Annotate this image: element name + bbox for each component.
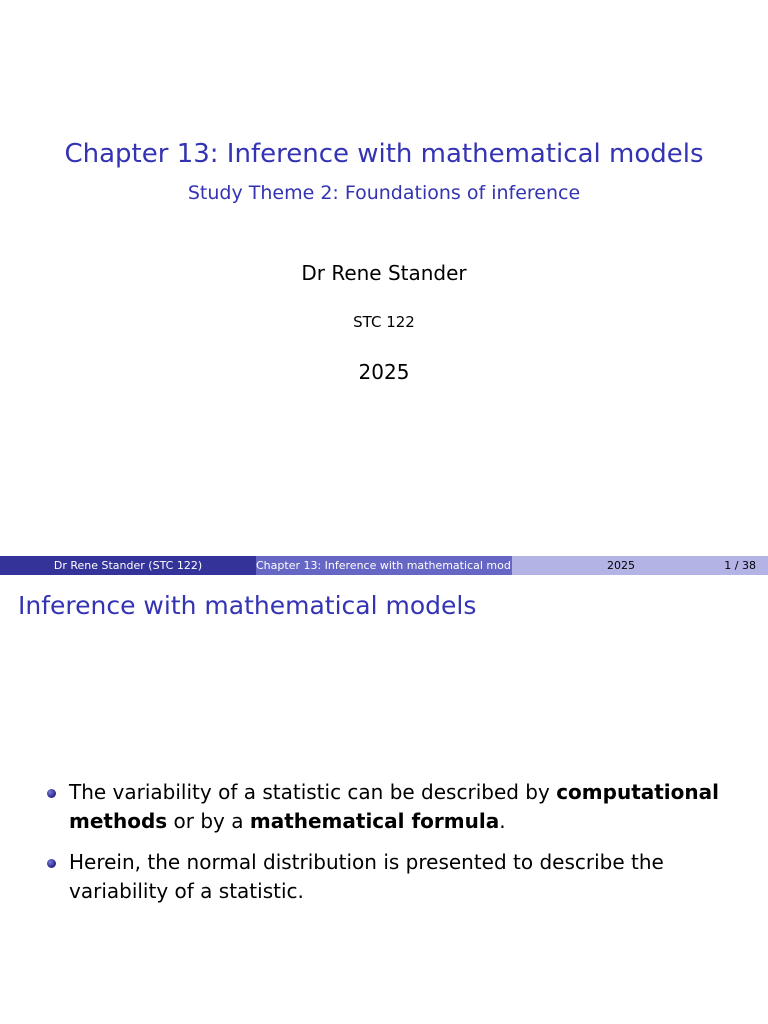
bullet-text: The variability of a statistic can be described by bbox=[69, 780, 557, 804]
bold-term: mathematical formula bbox=[249, 809, 500, 833]
footline-date: 2025 bbox=[607, 559, 635, 572]
bold-term: computational methods bbox=[69, 780, 719, 833]
footline bbox=[0, 556, 768, 575]
bullet-text: . bbox=[499, 809, 506, 833]
footline-right bbox=[512, 556, 768, 575]
bullet-text: or by a bbox=[167, 809, 250, 833]
page-number: 1 / 38 bbox=[724, 559, 756, 572]
bullet-text: Herein, the normal distribution is presented to describe the variability of a statistic. bbox=[69, 850, 664, 903]
list-item bbox=[44, 778, 744, 836]
bullet-icon bbox=[47, 789, 56, 798]
slide-subtitle: Study Theme 2: Foundations of inference bbox=[187, 182, 581, 204]
author-name: Dr Rene Stander bbox=[301, 261, 467, 285]
presentation-date: 2025 bbox=[358, 360, 410, 384]
footline-author: Dr Rene Stander (STC 122) bbox=[0, 556, 256, 575]
bullet-icon bbox=[47, 859, 56, 868]
institute: STC 122 bbox=[353, 313, 415, 331]
slide-title: Chapter 13: Inference with mathematical models bbox=[64, 139, 704, 169]
footline-title: Chapter 13: Inference with mathematical mod bbox=[256, 556, 512, 575]
frame-title: Inference with mathematical models bbox=[18, 591, 477, 620]
bullet-list bbox=[44, 778, 744, 918]
list-item bbox=[44, 848, 744, 906]
